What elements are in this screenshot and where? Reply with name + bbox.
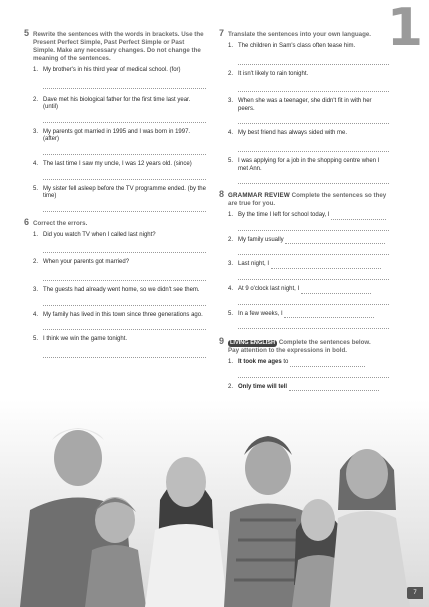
- answer-line[interactable]: [238, 247, 389, 255]
- list-item: 2. It isn't likely to rain tonight.: [228, 70, 309, 77]
- list-item: 5. My sister fell asleep before the TV programme ended. (by the time): [33, 185, 206, 200]
- exercise-8: [219, 189, 389, 329]
- list-item: 1. It took me ages to: [228, 359, 389, 367]
- exercise-number: 7: [219, 28, 225, 38]
- exercise-number: 9: [219, 336, 225, 347]
- list-item: 5. In a few weeks, I: [228, 311, 389, 319]
- exercise-items: [228, 43, 389, 184]
- exercise-instruction: [228, 339, 389, 355]
- answer-line[interactable]: [290, 360, 365, 367]
- list-item: 4. My family has lived in this town since three generations ago.: [33, 311, 203, 318]
- answer-line[interactable]: [43, 147, 206, 155]
- list-item: 1. By the time I left for school today, I: [228, 212, 389, 220]
- exercise-instruction: Rewrite the sentences with the words in brackets. Use the Present Perfect Simple, Past Perfect Simple or Past Simple. Make any necessary changes. Do not change the meaning of the sentences.: [33, 31, 204, 62]
- answer-line[interactable]: [43, 115, 206, 123]
- exercise-instruction: [228, 192, 389, 208]
- exercise-instruction: Translate the sentences into your own language.: [228, 31, 372, 38]
- answer-line[interactable]: [285, 237, 385, 244]
- instruction-text: Complete the sentences below.: [278, 339, 371, 347]
- answer-line[interactable]: [43, 322, 206, 330]
- answer-line[interactable]: [238, 84, 389, 92]
- answer-line[interactable]: [238, 223, 389, 231]
- page-number: 7: [407, 587, 423, 599]
- grammar-review-title: GRAMMAR REVIEW: [228, 192, 290, 200]
- answer-line[interactable]: [238, 116, 389, 124]
- list-item: 1. The children in Sam's class often tease him.: [228, 43, 356, 49]
- list-item: 1. My brother's in his third year of medical school. (for): [33, 67, 181, 73]
- exercise-items: [228, 212, 389, 329]
- answer-line[interactable]: [43, 350, 206, 358]
- list-item: 4. The last time I saw my uncle, I was 12 years old. (since): [33, 160, 192, 167]
- answer-line[interactable]: [43, 81, 206, 89]
- list-item: 2. Only time will tell: [228, 384, 389, 392]
- list-item: 4. My best friend has always sided with me.: [228, 130, 348, 137]
- exercise-number: 5: [24, 28, 30, 38]
- exercise-items: [33, 67, 206, 212]
- exercise-number: 8: [219, 189, 225, 200]
- list-item: 2. Dave met his biological father for the first time last year. (until): [33, 96, 191, 111]
- answer-line[interactable]: [331, 213, 386, 220]
- exercise-6: [24, 216, 206, 358]
- answer-line[interactable]: [238, 272, 389, 280]
- exercise-items: [33, 232, 206, 358]
- answer-line[interactable]: [238, 57, 389, 65]
- exercise-5: [24, 28, 206, 212]
- answer-line[interactable]: [43, 298, 206, 306]
- answer-line[interactable]: [238, 370, 389, 378]
- living-english-badge: LIVING ENGLISH: [230, 340, 276, 347]
- list-item: 1. Did you watch TV when I called last night?: [33, 231, 156, 238]
- instruction-text: Pay attention to the expressions in bold.: [228, 347, 347, 355]
- answer-line[interactable]: [43, 245, 206, 253]
- exercise-instruction: Correct the errors.: [33, 219, 88, 227]
- answer-line[interactable]: [43, 172, 206, 180]
- list-item: 2. When your parents got married?: [33, 259, 130, 266]
- answer-line[interactable]: [271, 262, 381, 269]
- list-item: 3. My parents got married in 1995 and I was born in 1997. (after): [33, 128, 191, 143]
- instruction-text: Complete the sentences so they are true for you.: [228, 192, 387, 208]
- list-item: 4. At 9 o'clock last night, I: [228, 286, 389, 294]
- answer-line[interactable]: [301, 287, 371, 294]
- list-item: 3. Last night, I: [228, 261, 389, 269]
- unit-number: 1: [386, 0, 423, 58]
- answer-line[interactable]: [43, 273, 206, 281]
- family-photo-illustration: [0, 400, 429, 607]
- list-item: 3. When she was a teenager, she didn't fit in with her peers.: [228, 98, 372, 112]
- answer-line[interactable]: [284, 311, 374, 318]
- answer-line[interactable]: [238, 176, 389, 184]
- list-item: 2. My family usually: [228, 237, 389, 245]
- answer-line[interactable]: [43, 204, 206, 212]
- answer-line[interactable]: [238, 144, 389, 152]
- family-photo: [0, 400, 429, 607]
- answer-line[interactable]: [289, 384, 379, 391]
- left-column: [24, 28, 206, 358]
- exercise-number: 6: [24, 216, 30, 227]
- exercise-7: [219, 28, 389, 184]
- answer-line[interactable]: [238, 297, 389, 305]
- list-item: 5. I was applying for a job in the shopping centre when I met Ann.: [228, 157, 380, 172]
- answer-line[interactable]: [238, 321, 389, 329]
- list-item: 5. I think we win the game tonight.: [33, 336, 128, 343]
- list-item: 3. The guests had already went home, so we didn't see them.: [33, 286, 200, 293]
